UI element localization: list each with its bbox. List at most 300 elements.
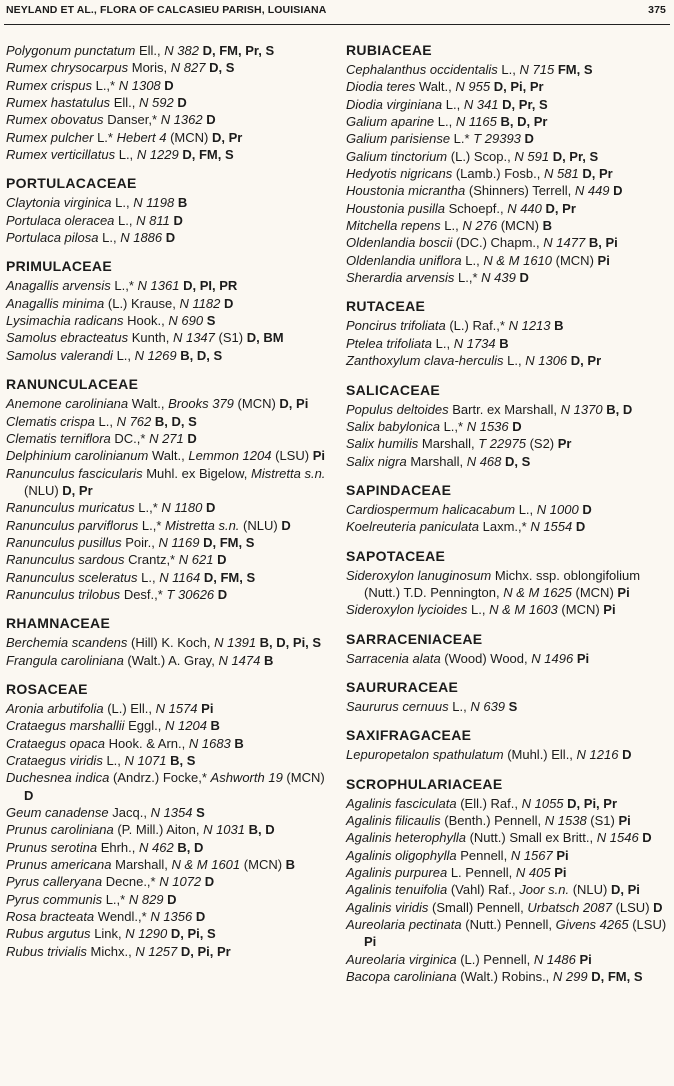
author-citation: Decne.,* — [105, 874, 156, 890]
author-citation: Michx., — [90, 943, 132, 959]
author-citation: L.,* — [458, 270, 478, 286]
author-citation: Danser,* — [107, 112, 158, 128]
collector-number: Urbatsch 2087 — [527, 899, 612, 915]
habitat-codes: B — [499, 335, 509, 351]
author-citation: L., — [465, 252, 480, 268]
collector-number: Ashworth 19 — [210, 770, 283, 786]
collector-number: Lemmon 1204 — [188, 448, 272, 464]
collector-number: N 1536 — [466, 418, 509, 434]
species-entry — [346, 812, 670, 829]
author-citation: L., — [444, 218, 459, 234]
collector-number: N 1370 — [560, 401, 603, 417]
collector-number: N 1486 — [533, 951, 576, 967]
collector-number: N 299 — [552, 969, 588, 985]
species-entry — [6, 42, 336, 59]
habitat-codes: D — [575, 519, 586, 535]
habitat-codes: D, S — [209, 60, 235, 76]
habitat-codes: S — [196, 805, 205, 821]
herbarium-note: (MCN) — [561, 602, 600, 618]
habitat-codes: Pi — [617, 584, 630, 600]
species-entry — [6, 194, 336, 211]
author-citation: L., — [437, 114, 453, 130]
author-citation: Eggl., — [128, 718, 162, 734]
habitat-codes: B, D, Pi, S — [259, 635, 322, 651]
author-citation: Walt., — [419, 79, 452, 95]
habitat-codes: Pi — [201, 700, 214, 716]
species-entry — [346, 847, 670, 864]
species-entry — [346, 252, 670, 269]
habitat-codes: B, D, Pr — [500, 114, 548, 130]
collector-number: N 1567 — [510, 847, 553, 863]
taxon-name: Galium aparine — [346, 114, 435, 130]
collector-number: N 1361 — [137, 278, 180, 294]
species-entry — [6, 856, 336, 873]
species-entry — [346, 401, 670, 418]
collector-number: N 1574 — [155, 700, 198, 716]
taxon-name: Saururus cernuus — [346, 698, 449, 714]
habitat-codes: D — [167, 891, 177, 907]
taxon-name: Crataegus viridis — [6, 753, 103, 768]
species-entry — [6, 821, 336, 838]
author-citation: Kunth, — [131, 330, 170, 346]
collector-number: N 1180 — [161, 500, 203, 516]
species-entry — [6, 212, 336, 229]
taxon-name: Populus deltoides — [346, 401, 449, 417]
right-column — [346, 42, 670, 985]
taxon-name: Agalinis heterophylla — [346, 830, 466, 846]
author-citation: L., — [471, 602, 486, 618]
collector-number: N 621 — [178, 552, 214, 568]
family-heading: RHAMNACEAE — [6, 615, 111, 632]
species-entry — [346, 234, 670, 251]
species-entry — [346, 200, 670, 217]
author-citation: Hook., — [127, 313, 165, 329]
habitat-codes: D — [224, 295, 234, 311]
habitat-codes: Pi — [576, 650, 590, 666]
habitat-codes: D — [205, 500, 216, 516]
species-entry — [6, 129, 336, 146]
taxon-name: Portulaca oleracea — [6, 212, 115, 228]
habitat-codes: D — [582, 501, 592, 517]
species-entry — [346, 501, 670, 518]
collector-number: Mistretta s.n. — [251, 465, 326, 481]
herbarium-note: (MCN) — [170, 129, 209, 145]
habitat-codes: B — [264, 652, 274, 668]
habitat-codes: D — [204, 874, 215, 890]
species-entry — [6, 586, 336, 603]
collector-number: N 439 — [481, 270, 516, 286]
habitat-codes: D, FM, Pr, S — [202, 43, 275, 58]
species-entry — [6, 534, 336, 551]
collector-number: Brooks 379 — [168, 396, 234, 412]
habitat-codes: B — [542, 218, 552, 234]
habitat-codes: D, Pi — [279, 396, 309, 412]
habitat-codes: D, Pr — [545, 200, 576, 216]
species-entry — [346, 968, 670, 985]
collector-number: N 1169 — [158, 534, 200, 550]
author-citation: Link, — [94, 926, 122, 942]
author-citation: L., — [435, 335, 451, 351]
herbarium-note: (LSU) — [632, 917, 667, 933]
herbarium-note: (MCN) — [286, 770, 325, 786]
species-entry — [6, 551, 336, 568]
species-entry — [346, 601, 670, 618]
species-entry — [6, 908, 336, 925]
collector-number: N 1182 — [179, 295, 221, 311]
author-citation: Desf.,* — [123, 586, 163, 602]
species-entry — [346, 113, 670, 130]
collector-number: N 405 — [515, 865, 551, 880]
author-citation: (L.) Scop., — [450, 148, 511, 164]
herbarium-note: (MCN) — [243, 857, 283, 873]
habitat-codes: Pi — [579, 951, 592, 967]
author-citation: (L.) Pennell, — [460, 951, 531, 967]
collector-number: N 1257 — [135, 943, 178, 959]
habitat-codes: D — [512, 418, 522, 434]
habitat-codes: D, PI, PR — [183, 278, 238, 294]
taxon-name: Rumex crispus — [6, 77, 92, 93]
collector-number: N & M 1601 — [171, 857, 241, 873]
author-citation: Jacq., — [112, 805, 147, 821]
taxon-name: Geum canadense — [6, 805, 109, 821]
habitat-codes: D — [622, 747, 632, 763]
species-entry — [6, 146, 336, 163]
author-citation: Ehrh., — [100, 839, 136, 855]
author-citation: L., — [115, 195, 130, 211]
collector-number: N 382 — [164, 43, 199, 58]
habitat-codes: Pi — [554, 865, 567, 880]
taxon-name: Ranunculus muricatus — [6, 500, 135, 516]
author-citation: Poir., — [125, 534, 155, 550]
species-entry — [346, 746, 670, 763]
habitat-codes: B — [554, 318, 564, 334]
author-citation: L., — [501, 62, 516, 77]
habitat-codes: D, BM — [246, 330, 284, 346]
author-citation: Ell., — [138, 43, 161, 58]
collector-number: N 690 — [168, 313, 204, 329]
author-citation: L. Pennell, — [450, 865, 513, 880]
habitat-codes: B, S — [170, 753, 196, 768]
taxon-name: Rumex chrysocarpus — [6, 60, 129, 76]
author-citation: (Walt.) A. Gray, — [127, 652, 215, 668]
taxon-name: Aureolaria pectinata — [346, 917, 462, 933]
taxon-name: Ranunculus fascicularis — [6, 465, 143, 481]
author-citation: (Nutt.) Small ex Britt., — [469, 830, 594, 846]
habitat-codes: D, Pr — [570, 353, 602, 369]
species-entry — [6, 891, 336, 908]
taxon-name: Diodia virginiana — [346, 96, 443, 112]
collector-number: N 1031 — [203, 822, 245, 838]
collector-number: N 1071 — [124, 753, 167, 768]
habitat-codes: S — [508, 698, 518, 714]
collector-number: N 1269 — [134, 347, 177, 363]
species-entry — [346, 96, 670, 113]
herbarium-note: (NLU) — [243, 517, 278, 533]
taxon-name: Ranunculus parviflorus — [6, 517, 139, 533]
family-heading: SAXIFRAGACEAE — [346, 727, 472, 744]
taxon-name: Prunus caroliniana — [6, 822, 114, 838]
family-heading: SAPOTACEAE — [346, 547, 446, 564]
habitat-codes: B — [285, 857, 296, 873]
author-citation: (Muhl.) Ell., — [507, 747, 573, 763]
collector-number: N 276 — [462, 218, 498, 234]
habitat-codes: D — [195, 909, 206, 925]
author-citation: (Vahl) Raf., — [450, 882, 516, 898]
habitat-codes: D, FM, S — [203, 569, 256, 585]
taxon-name: Zanthoxylum clava-herculis — [346, 353, 504, 369]
habitat-codes: D, Pi, Pr — [180, 943, 231, 959]
collector-number: T 29393 — [473, 131, 521, 147]
taxon-name: Prunus serotina — [6, 839, 98, 855]
taxon-name: Houstonia micrantha — [346, 183, 466, 199]
habitat-codes: D — [164, 77, 174, 93]
author-citation: (Shinners) Terrell, — [468, 183, 572, 199]
taxon-name: Ranunculus sceleratus — [6, 569, 138, 585]
species-entry — [6, 735, 336, 752]
author-citation: Walt., — [131, 396, 165, 412]
habitat-codes: D — [187, 430, 197, 446]
taxon-name: Ranunculus trilobus — [6, 586, 121, 602]
taxon-name: Claytonia virginica — [6, 195, 112, 211]
family-heading: RUBIACEAE — [346, 42, 432, 58]
collector-number: Hebert 4 — [116, 129, 167, 145]
author-citation: Crantz,* — [128, 552, 176, 568]
taxon-name: Poncirus trifoliata — [346, 318, 446, 334]
species-entry — [6, 752, 336, 769]
taxon-name: Frangula caroliniana — [6, 652, 124, 668]
taxon-name: Rosa bracteata — [6, 909, 95, 925]
herbarium-note: (NLU) — [572, 882, 608, 898]
header-rule — [4, 24, 670, 25]
taxon-name: Sideroxylon lycioides — [346, 602, 468, 618]
species-entry — [346, 567, 670, 602]
author-citation: L., — [518, 501, 534, 517]
habitat-codes: D — [206, 112, 216, 128]
species-entry — [6, 94, 336, 111]
habitat-codes: D — [524, 131, 534, 147]
habitat-codes: D — [613, 183, 623, 199]
species-entry — [6, 925, 336, 942]
taxon-name: Diodia teres — [346, 79, 416, 95]
family-heading: PORTULACACEAE — [6, 175, 137, 192]
taxon-name: Sarracenia alata — [346, 650, 441, 666]
species-entry — [346, 352, 670, 369]
species-entry — [6, 943, 336, 960]
herbarium-note: (S2) — [529, 436, 555, 452]
species-entry — [346, 951, 670, 968]
habitat-codes: D, Pi — [611, 882, 640, 898]
species-entry — [6, 569, 336, 586]
author-citation: L., — [118, 212, 133, 228]
author-citation: (Lamb.) Fosb., — [455, 166, 541, 182]
taxon-name: Sideroxylon lanuginosum — [346, 567, 492, 583]
author-citation: L.,* — [138, 500, 158, 516]
species-entry — [6, 517, 336, 534]
taxon-name: Pyrus calleryana — [6, 874, 103, 890]
taxon-name: Samolus ebracteatus — [6, 330, 129, 346]
author-citation: L., — [452, 698, 467, 714]
collector-number: N 639 — [470, 698, 506, 714]
collector-number: N 1538 — [544, 812, 587, 828]
author-citation: Michx. ssp. oblongifolium (Nutt.) T.D. Pennington, — [364, 567, 641, 600]
author-citation: L., — [98, 413, 113, 429]
habitat-codes: D, Pr — [582, 166, 613, 182]
taxon-name: Galium parisiense — [346, 131, 451, 147]
taxon-name: Portulaca pilosa — [6, 230, 99, 246]
author-citation: Marshall, — [410, 453, 464, 469]
collector-number: Mistretta s.n. — [165, 517, 240, 533]
habitat-codes: D — [217, 552, 227, 568]
species-entry — [346, 899, 670, 916]
habitat-codes: B, D — [177, 839, 204, 855]
collector-number: N 1362 — [160, 112, 203, 128]
habitat-codes: D, Pr — [211, 129, 243, 145]
collector-number: N 1477 — [543, 235, 586, 251]
habitat-codes: D, Pi, Pr — [567, 795, 618, 811]
habitat-codes: D, Pr, S — [552, 148, 599, 164]
author-citation: Moris, — [131, 60, 168, 76]
species-entry — [346, 61, 670, 78]
taxon-name: Polygonum punctatum — [6, 43, 136, 58]
taxon-name: Agalinis purpurea — [346, 865, 448, 880]
collector-number: N 449 — [574, 183, 610, 199]
habitat-codes: D, Pi, S — [170, 926, 216, 942]
author-citation: Pennell, — [460, 847, 508, 863]
taxon-name: Galium tinctorium — [346, 148, 448, 164]
species-entry — [6, 717, 336, 734]
taxon-name: Crataegus opaca — [6, 735, 106, 751]
habitat-codes: D, Pr, S — [502, 96, 548, 112]
species-entry — [6, 700, 336, 717]
collector-number: N 1683 — [188, 735, 231, 751]
habitat-codes: Pr — [557, 436, 572, 452]
species-entry — [6, 634, 336, 651]
author-citation: (P. Mill.) Aiton, — [117, 822, 200, 838]
taxon-name: Lepuropetalon spathulatum — [346, 747, 504, 763]
author-citation: L.,* — [443, 418, 464, 434]
herbarium-note: (S1) — [590, 812, 615, 828]
species-entry — [346, 317, 670, 334]
herbarium-note: (MCN) — [555, 252, 594, 268]
species-entry — [6, 329, 336, 346]
species-entry — [346, 435, 670, 452]
collector-number: N 1546 — [596, 830, 639, 846]
author-citation: L., — [118, 147, 134, 163]
taxon-name: Delphinium carolinianum — [6, 448, 149, 464]
collector-number: N 829 — [128, 891, 164, 907]
taxon-name: Sherardia arvensis — [346, 270, 455, 286]
collector-number: N 1198 — [133, 195, 175, 211]
collector-number: N 581 — [544, 166, 579, 182]
author-citation: L., — [507, 353, 522, 369]
author-citation: L., — [116, 347, 132, 363]
collector-number: N 1347 — [172, 330, 215, 346]
taxon-name: Berchemia scandens — [6, 635, 128, 651]
species-entry — [6, 111, 336, 128]
habitat-codes: D — [217, 586, 228, 602]
author-citation: Marshall, — [421, 436, 475, 452]
family-heading: SALICACEAE — [346, 381, 441, 398]
herbarium-note: (MCN) — [237, 396, 276, 412]
author-citation: (Small) Pennell, — [432, 899, 524, 915]
collector-number: Givens 4265 — [555, 917, 629, 933]
habitat-codes: D, FM, S — [182, 147, 234, 163]
running-header — [6, 0, 666, 22]
species-entry — [346, 78, 670, 95]
collector-number: N 1354 — [150, 805, 193, 821]
author-citation: L.* — [97, 129, 113, 145]
running-title: NEYLAND ET AL., FLORA OF CALCASIEU PARISH, LOUISIANA — [6, 4, 327, 16]
habitat-codes: Pi — [312, 448, 325, 464]
taxon-name: Oldenlandia boscii — [346, 235, 453, 251]
habitat-codes: B, D — [606, 401, 633, 417]
habitat-codes: B, D — [248, 822, 275, 838]
habitat-codes: B — [210, 718, 220, 734]
author-citation: (L.) Krause, — [107, 295, 176, 311]
taxon-name: Duchesnea indica — [6, 770, 110, 786]
collector-number: N 715 — [519, 62, 555, 77]
author-citation: (Walt.) Robins., — [460, 969, 550, 985]
author-citation: L.,* — [141, 517, 162, 533]
author-citation: Walt., — [151, 448, 185, 464]
collector-number: N 1554 — [530, 519, 573, 535]
species-entry — [346, 269, 670, 286]
habitat-codes: D, FM, S — [203, 534, 255, 550]
taxon-name: Agalinis filicaulis — [346, 812, 441, 828]
species-entry — [346, 453, 670, 470]
collector-number: N 271 — [149, 430, 184, 446]
author-citation: L.* — [453, 131, 470, 147]
habitat-codes: B — [177, 195, 188, 211]
family-heading: SAPINDACEAE — [346, 481, 452, 498]
collector-number: N 440 — [507, 200, 542, 216]
species-entry — [346, 795, 670, 812]
collector-number: N 1356 — [150, 909, 193, 925]
habitat-codes: B — [234, 735, 244, 751]
habitat-codes: B, Pi — [588, 235, 618, 251]
species-entry — [6, 347, 336, 364]
taxon-name: Rubus argutus — [6, 926, 91, 942]
taxon-name: Salix nigra — [346, 453, 407, 469]
author-citation: (Benth.) Pennell, — [444, 812, 542, 828]
collector-number: T 22975 — [478, 436, 526, 452]
taxon-name: Agalinis tenuifolia — [346, 882, 448, 898]
taxon-name: Rubus trivialis — [6, 943, 87, 959]
author-citation: L., — [102, 230, 117, 246]
author-citation: L., — [141, 569, 156, 585]
taxon-name: Ranunculus pusillus — [6, 534, 122, 550]
taxon-name: Mitchella repens — [346, 218, 441, 234]
habitat-codes: D — [653, 899, 663, 915]
author-citation: (Andrz.) Focke,* — [112, 770, 207, 786]
species-entry — [6, 59, 336, 76]
species-entry — [346, 698, 670, 715]
habitat-codes: B, D, S — [180, 347, 223, 363]
habitat-codes: D — [165, 230, 176, 246]
habitat-codes: D — [173, 212, 183, 228]
habitat-codes: D — [519, 270, 529, 286]
habitat-codes: Pi — [603, 602, 616, 618]
taxon-name: Rumex obovatus — [6, 112, 104, 128]
habitat-codes: FM, S — [557, 62, 593, 77]
family-heading: RANUNCULACEAE — [6, 376, 139, 393]
collector-number: N 591 — [514, 148, 550, 164]
collector-number: N 955 — [455, 79, 491, 95]
collector-number: Joor s.n. — [519, 882, 570, 898]
species-entry — [346, 418, 670, 435]
species-entry — [6, 769, 336, 804]
species-entry — [6, 77, 336, 94]
